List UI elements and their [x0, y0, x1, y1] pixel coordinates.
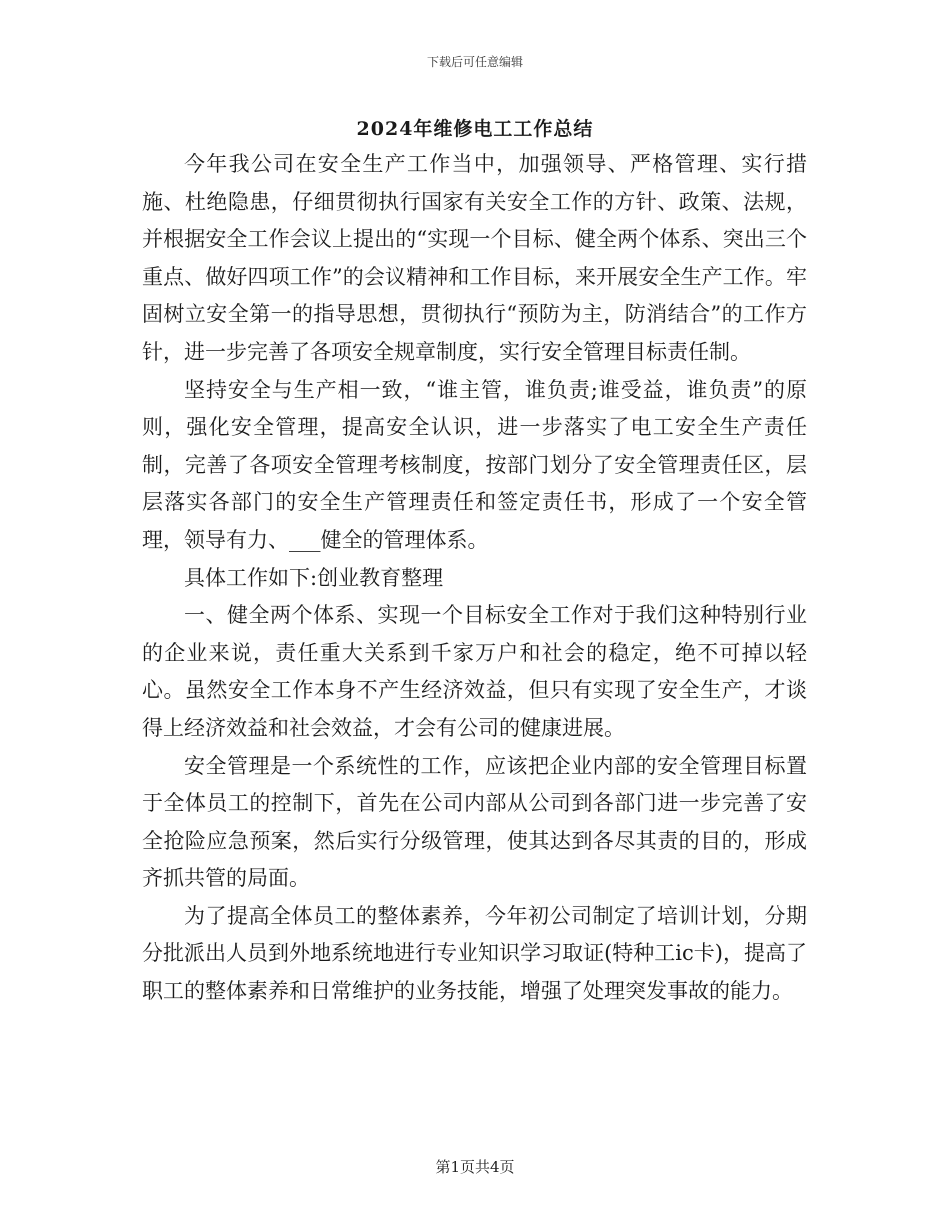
paragraph-2: 坚持安全与生产相一致，“谁主管，谁负责;谁受益，谁负责”的原则，强化安全管理，提高安全认识，进一步落实了电工安全生产责任制，完善了各项安全管理考核制度，按部门划分了安全管理责任区，层层落实各部门的安全生产管理责任和签定责任书，形成了一个安全管理，领导有力、___健全的管理体系。 [142, 377, 807, 552]
page-number: 第1页共4页 [435, 1158, 515, 1176]
document-body [142, 146, 807, 1011]
page-header-note: 下载后可任意编辑 [426, 55, 523, 69]
paragraph-1: 今年我公司在安全生产工作当中，加强领导、严格管理、实行措施、杜绝隐患，仔细贯彻执行国家有关安全工作的方针、政策、法规，并根据安全工作会议上提出的“实现一个目标、健全两个体系、突出三个重点、做好四项工作”的会议精神和工作目标，来开展安全生产工作。牢固树立安全第一的指导思想，贯彻执行“预防为主，防消结合”的工作方针，进一步完善了各项安全规章制度，实行安全管理目标责任制。 [142, 152, 807, 364]
paragraph-4: 一、健全两个体系、实现一个目标安全工作对于我们这种特别行业的企业来说，责任重大关系到千家万户和社会的稳定，绝不可掉以轻心。虽然安全工作本身不产生经济效益，但只有实现了安全生产，才谈得上经济效益和社会效益，才会有公司的健康进展。 [142, 603, 807, 740]
document-title: 2024年维修电工工作总结 [356, 118, 594, 140]
paragraph-5: 安全管理是一个系统性的工作，应该把企业内部的安全管理目标置于全体员工的控制下，首先在公司内部从公司到各部门进一步完善了安全抢险应急预案，然后实行分级管理，使其达到各尽其责的目的，形成齐抓共管的局面。 [142, 753, 807, 891]
paragraph-3: 具体工作如下:创业教育整理 [184, 565, 444, 590]
paragraph-6: 为了提高全体员工的整体素养，今年初公司制定了培训计划，分期分批派出人员到外地系统地进行专业知识学习取证(特种工ic卡)，提高了职工的整体素养和日常维护的业务技能，增强了处理突发事故的能力。 [142, 903, 807, 1004]
